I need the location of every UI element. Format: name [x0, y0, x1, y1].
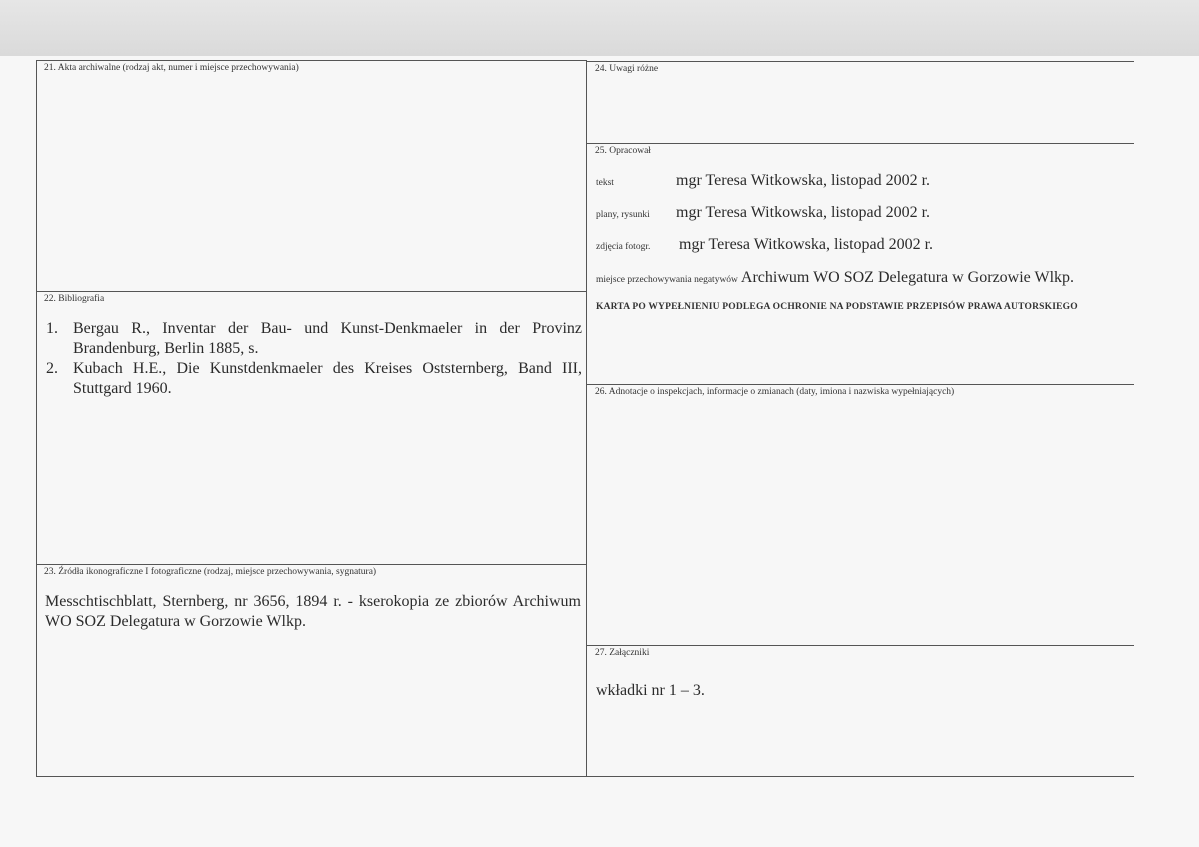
rule-26-27: [586, 645, 1134, 646]
bibliography-item: [46, 319, 582, 359]
row-label: plany, rysunki: [596, 210, 650, 220]
row-value: Archiwum WO SOZ Delegatura w Gorzowie Wlkp.: [740, 269, 1075, 286]
section-24-label: 24. Uwagi różne: [595, 64, 659, 74]
bibliography-item: [46, 359, 582, 399]
rule-top-left: [36, 60, 586, 61]
prepared-by-text-row: [596, 172, 930, 190]
prepared-by-plans-row: [596, 204, 930, 222]
scanner-top-band: [0, 0, 1199, 57]
copyright-notice: KARTA PO WYPEŁNIENIU PODLEGA OCHRONIE NA PODSTAWIE PRZEPISÓW PRAWA AUTORSKIEGO: [596, 302, 1078, 312]
prepared-by-photos-row: [596, 236, 933, 254]
section-23-label: 23. Źródła ikonograficzne I fotograficzne (rodzaj, miejsce przechowywania, sygnatura): [44, 567, 377, 577]
rule-25-26: [586, 384, 1134, 385]
rule-top-right: [586, 61, 1134, 62]
attachments-text: wkładki nr 1 – 3.: [596, 682, 705, 699]
rule-22-23: [36, 564, 586, 565]
section-21-label: 21. Akta archiwalne (rodzaj akt, numer i miejsce przechowywania): [44, 63, 299, 73]
bibliography-item-text: Bergau R., Inventar der Bau- und Kunst-Denkmaeler in der Provinz Brandenburg, Berlin 1885, s.: [73, 320, 582, 357]
section-26-label: 26. Adnotacje o inspekcjach, informacje o zmianach (daty, imiona i nazwiska wypełniających): [595, 387, 955, 397]
row-label: tekst: [596, 178, 614, 188]
row-label: zdjęcia fotogr.: [596, 242, 651, 252]
bibliography-item-number: 2.: [46, 360, 58, 377]
rule-24-25: [586, 143, 1134, 144]
rule-center-divider: [586, 60, 587, 776]
bibliography-item-text: Kubach H.E., Die Kunstdenkmaeler des Kreises Oststernberg, Band III, Stuttgard 1960.: [73, 360, 582, 397]
iconographic-sources-text: Messchtischblatt, Sternberg, nr 3656, 1894 r. - kserokopia ze zbiorów Archiwum WO SOZ Delegatura w Gorzowie Wlkp.: [45, 593, 581, 630]
rule-left-border: [36, 60, 37, 776]
bibliography-list: [46, 319, 582, 399]
row-value: mgr Teresa Witkowska, listopad 2002 r.: [676, 172, 931, 189]
section-22-label: 22. Bibliografia: [44, 294, 105, 304]
bibliography-item-number: 1.: [46, 320, 58, 337]
row-value: mgr Teresa Witkowska, listopad 2002 r.: [676, 204, 931, 221]
rule-bottom: [36, 776, 1134, 777]
row-value: mgr Teresa Witkowska, listopad 2002 r.: [679, 236, 934, 253]
rule-21-22: [36, 291, 586, 292]
section-27-label: 27. Załączniki: [595, 648, 650, 658]
section-25-label: 25. Opracował: [595, 146, 651, 156]
negatives-location-row: [596, 269, 1074, 287]
row-label: miejsce przechowywania negatywów: [596, 275, 738, 285]
